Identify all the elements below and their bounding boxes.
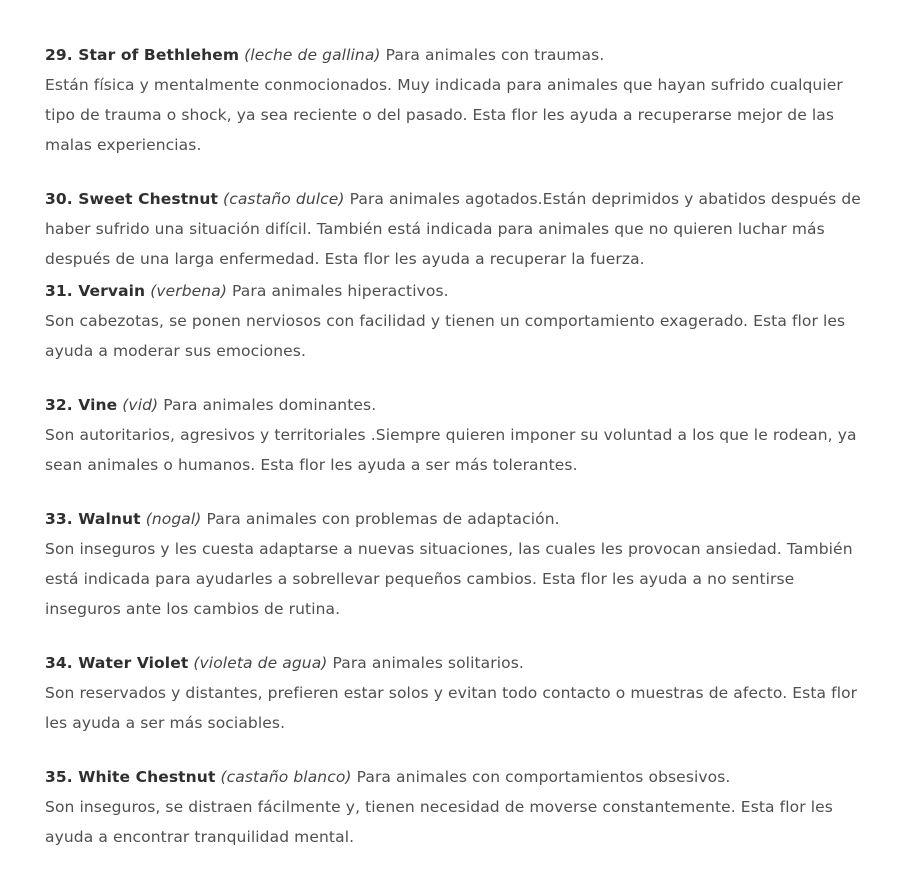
remedy-lead-line (45, 276, 868, 306)
remedy-description: Son inseguros y les cuesta adaptarse a nuevas situaciones, las cuales les provocan ansiedad. También está indicada para ayudarles a sobrellevar pequeños cambios. Esta flor les ayuda a no sentirse inseguros ante los cambios de rutina. (45, 540, 853, 618)
remedy-indication: Para animales dominantes. (163, 396, 377, 414)
remedy-description: Están física y mentalmente conmocionados. Muy indicada para animales que hayan sufrido cualquier tipo de trauma o shock, ya sea reciente o del pasado. Esta flor les ayuda a recuperarse mejor de las malas experiencias. (45, 76, 843, 154)
remedy-title: 29. Star of Bethlehem (45, 46, 240, 64)
remedy-lead-line (45, 648, 868, 678)
remedy-title: 30. Sweet Chestnut (45, 190, 219, 208)
remedy-spanish-name: (violeta de agua) (193, 654, 328, 672)
remedy-title: 35. White Chestnut (45, 768, 216, 786)
remedy-item (45, 648, 868, 738)
remedy-item (45, 276, 868, 366)
remedy-spanish-name: (castaño dulce) (223, 190, 345, 208)
remedy-lead-line (45, 184, 868, 274)
remedy-spanish-name: (castaño blanco) (220, 768, 352, 786)
remedy-lead-line (45, 504, 868, 534)
remedy-indication: Para animales con comportamientos obsesivos. (356, 768, 731, 786)
remedy-description: Son cabezotas, se ponen nerviosos con facilidad y tienen un comportamiento exagerado. Esta flor les ayuda a moderar sus emociones. (45, 312, 846, 360)
remedy-indication: Para animales con traumas. (385, 46, 605, 64)
remedy-list (45, 40, 868, 852)
remedy-description: Son autoritarios, agresivos y territoriales .Siempre quieren imponer su voluntad a los que le rodean, ya sean animales o humanos. Esta flor les ayuda a ser más tolerantes. (45, 426, 857, 474)
remedy-item (45, 504, 868, 624)
remedy-spanish-name: (leche de gallina) (244, 46, 381, 64)
remedy-item (45, 762, 868, 852)
remedy-indication: Para animales con problemas de adaptación. (206, 510, 560, 528)
remedy-title: 34. Water Violet (45, 654, 189, 672)
remedy-description: Son reservados y distantes, prefieren estar solos y evitan todo contacto o muestras de afecto. Esta flor les ayuda a ser más sociables. (45, 684, 858, 732)
remedy-indication: Para animales solitarios. (332, 654, 524, 672)
remedy-indication: Para animales agotados.Están deprimidos y abatidos después de haber sufrido una situación difícil. También está indicada para animales que no quieren luchar más después de una larga enfermedad. Esta flor les ayuda a recuperar la fuerza. (45, 190, 861, 268)
remedy-item (45, 184, 868, 274)
remedy-spanish-name: (verbena) (150, 282, 227, 300)
remedy-item (45, 390, 868, 480)
remedy-spanish-name: (nogal) (145, 510, 202, 528)
remedy-indication: Para animales hiperactivos. (232, 282, 449, 300)
remedy-spanish-name: (vid) (122, 396, 159, 414)
remedy-lead-line (45, 390, 868, 420)
remedy-title: 33. Walnut (45, 510, 141, 528)
remedy-item (45, 40, 868, 160)
remedy-lead-line (45, 762, 868, 792)
remedy-lead-line (45, 40, 868, 70)
remedy-title: 32. Vine (45, 396, 118, 414)
remedy-description: Son inseguros, se distraen fácilmente y, tienen necesidad de moverse constantemente. Esta flor les ayuda a encontrar tranquilidad mental. (45, 798, 833, 846)
remedy-title: 31. Vervain (45, 282, 146, 300)
